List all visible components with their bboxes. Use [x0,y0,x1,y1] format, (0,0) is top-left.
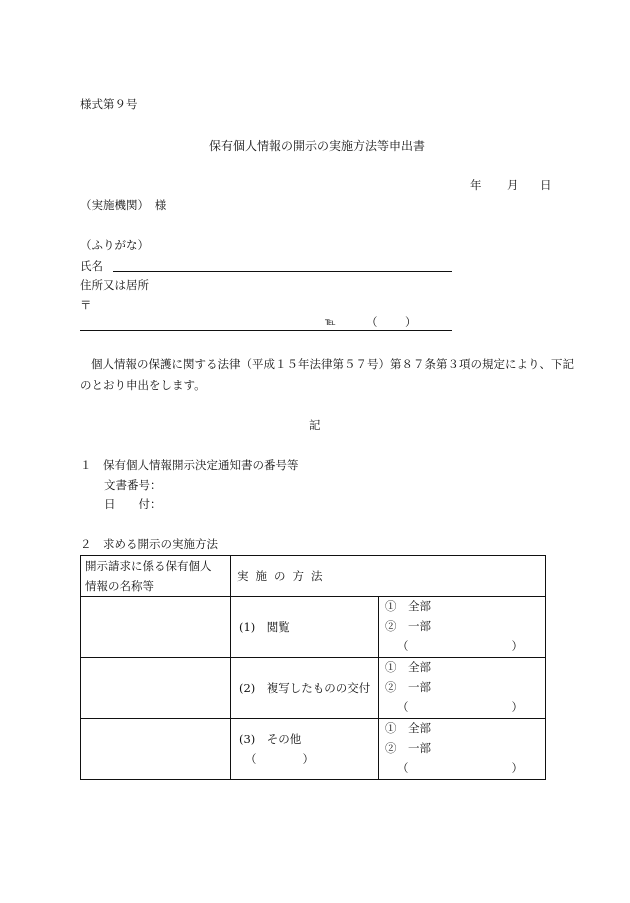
document-title: 保有個人情報の開示の実施方法等申出書 [209,139,426,153]
address-line [80,330,452,331]
section1-heading: １ 保有個人情報開示決定通知書の番号等 [80,458,299,472]
option-part[interactable]: ② 一部 [385,619,431,633]
option-part[interactable]: ② 一部 [385,680,431,694]
paren-open: （ [397,639,409,653]
methods-table [80,555,546,780]
table-row [81,719,546,780]
method-label: (3) その他 [239,732,302,746]
addressee: （実施機関） 様 [80,198,167,212]
table-row [81,658,546,719]
tel-label: ℡ [325,317,336,328]
tel-paren-close: ） [405,315,417,329]
date-year: 年 [470,178,482,192]
option-all[interactable]: ① 全部 [385,660,431,674]
col-header-info-name [81,556,231,597]
date-day: 日 [540,178,552,192]
furigana-label: （ふりがな） [80,238,149,252]
address-label: 住所又は居所 [80,278,149,292]
paren-close: ） [511,639,523,653]
form-number: 様式第９号 [80,97,138,111]
scope-cell [379,719,546,780]
name-line [113,271,452,272]
col-header-method: 実施の方法 [231,556,546,597]
section2-heading: ２ 求める開示の実施方法 [80,537,218,551]
date-month: 月 [507,178,519,192]
col-header-line-1: 開示請求に係る保有個人 [85,559,212,573]
method-cell [231,719,379,780]
option-all[interactable]: ① 全部 [385,599,431,613]
paren-open: （ [397,700,409,714]
statement-line-1: 個人情報の保護に関する法律（平成１５年法律第５７号）第８７条第３項の規定により、下記 [91,357,574,371]
statement-line-2: のとおり申出をします。 [80,378,206,392]
scope-cell [379,597,546,658]
info-name-cell[interactable] [81,719,231,780]
date-field-label: 日 付： [104,497,162,511]
table-header-row [81,556,546,597]
method-label: (1) 閲覧 [239,620,290,634]
info-name-cell[interactable] [81,597,231,658]
table-row [81,597,546,658]
doc-number-label: 文書番号： [104,478,162,492]
method-other-paren[interactable]: （ ） [245,752,314,766]
method-cell [231,597,379,658]
ki-label: 記 [309,418,321,432]
info-name-cell[interactable] [81,658,231,719]
tel-paren-open: （ [366,315,378,329]
paren-close: ） [511,761,523,775]
col-header-line-2: 情報の名称等 [85,579,154,593]
paren-close: ） [511,700,523,714]
option-all[interactable]: ① 全部 [385,721,431,735]
method-label: (2) 複写したものの交付 [239,681,371,695]
method-cell [231,658,379,719]
scope-cell [379,658,546,719]
option-part[interactable]: ② 一部 [385,741,431,755]
paren-open: （ [397,761,409,775]
name-label: 氏名 [80,259,103,273]
postal-mark: 〒 [80,298,92,312]
